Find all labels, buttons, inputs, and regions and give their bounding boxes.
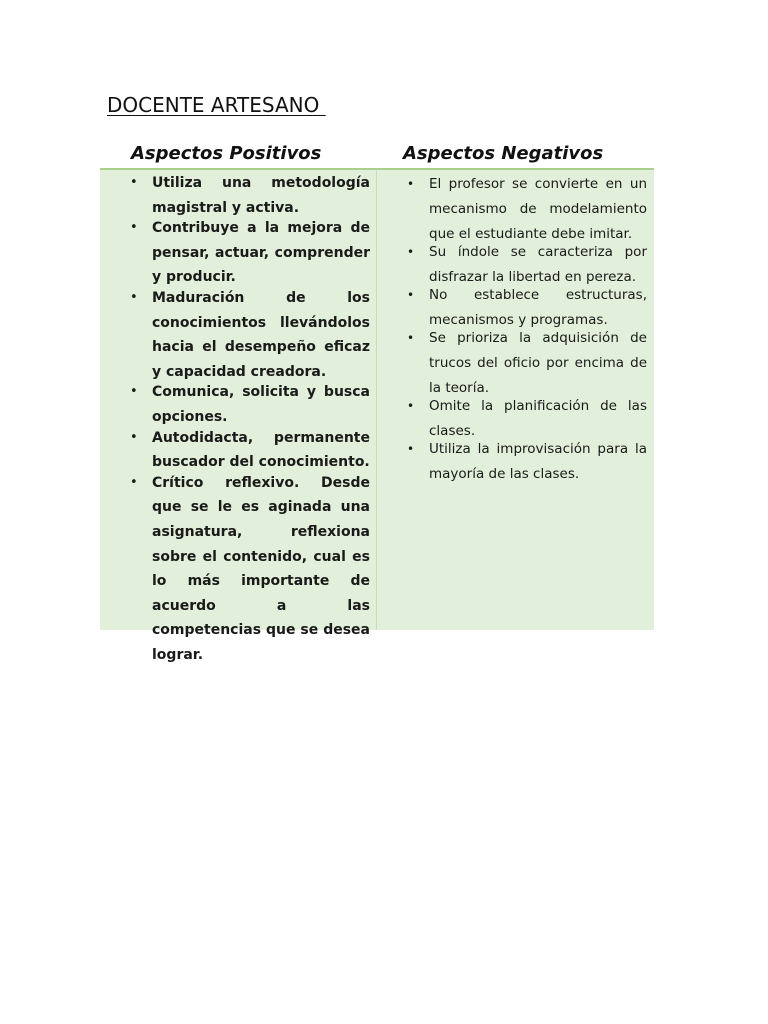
negative-aspect-item: • Utiliza la improvisación para la mayoría de las clases. xyxy=(407,437,647,487)
positive-aspects-list xyxy=(130,171,370,667)
positive-aspect-item: • Comunica, solicita y busca opciones. xyxy=(130,380,370,429)
negative-aspect-item: • Omite la planificación de las clases. xyxy=(407,394,647,444)
comparison-table xyxy=(100,140,654,663)
negative-aspect-item: • El profesor se convierte en un mecanismo de modelamiento que el estudiante debe imitar. xyxy=(407,172,647,247)
negative-aspects-column xyxy=(377,170,654,630)
positive-aspect-item: • Contribuye a la mejora de pensar, actuar, comprender y producir. xyxy=(130,216,370,290)
positive-aspect-item: • Maduración de los conocimientos llevándolos hacia el desempeño eficaz y capacidad creadora. xyxy=(130,286,370,384)
document-title: DOCENTE ARTESANO xyxy=(107,93,326,117)
negative-aspect-item: • No establece estructuras, mecanismos y programas. xyxy=(407,283,647,333)
negative-aspect-item: • Su índole se caracteriza por disfrazar la libertad en pereza. xyxy=(407,240,647,290)
positive-aspects-header: Aspectos Positivos xyxy=(131,143,322,164)
table-body-row xyxy=(100,170,654,663)
positive-aspects-column xyxy=(100,170,377,663)
positive-aspect-item: • Crítico reflexivo. Desde que se le es aginada una asignatura, reflexiona sobre el contenido, cual es lo más importante de acuerdo a las competencias que se desea lograr. xyxy=(130,471,370,668)
positive-aspect-item: • Autodidacta, permanente buscador del conocimiento. xyxy=(130,426,370,475)
negative-aspect-item: • Se prioriza la adquisición de trucos del oficio por encima de la teoría. xyxy=(407,326,647,401)
negative-aspects-header: Aspectos Negativos xyxy=(403,143,604,164)
positive-aspect-item: • Utiliza una metodología magistral y activa. xyxy=(130,171,370,220)
table-header-row xyxy=(100,140,654,170)
negative-aspects-list xyxy=(407,172,647,487)
